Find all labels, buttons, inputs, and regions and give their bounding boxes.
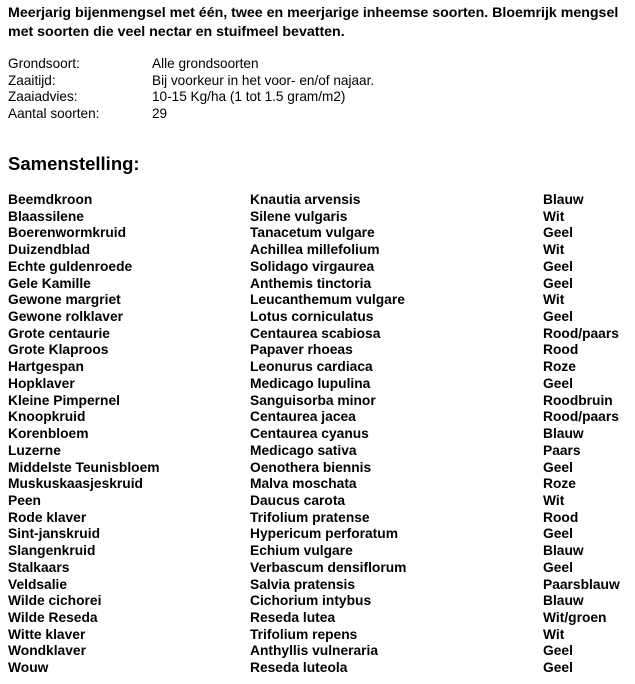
species-latin-name: Medicago lupulina: [250, 375, 371, 391]
species-flower-color: Wit: [543, 292, 565, 308]
species-latin-name: Leucanthemum vulgare: [250, 292, 405, 308]
species-common-name: Gewone margriet: [8, 292, 121, 308]
species-flower-color: Wit: [543, 208, 565, 224]
species-flower-color: Blauw: [543, 192, 584, 207]
info-label: Zaaitijd:: [8, 72, 56, 88]
species-flower-color: Wit: [543, 242, 565, 258]
species-latin-name: Salvia pratensis: [250, 576, 356, 592]
species-row: [8, 443, 633, 460]
species-latin-name: Anthyllis vulneraria: [250, 643, 379, 659]
species-flower-color: Rood: [543, 509, 579, 525]
species-common-name: Duizendblad: [8, 242, 91, 258]
species-latin-name: Malva moschata: [250, 476, 357, 492]
species-common-name: Slangenkruid: [8, 543, 96, 559]
species-latin-name: Verbascum densiflorum: [250, 559, 407, 575]
species-flower-color: Rood: [543, 342, 579, 358]
species-common-name: Grote Klaproos: [8, 342, 109, 358]
species-latin-name: Oenothera biennis: [250, 459, 372, 475]
species-row: [8, 543, 633, 560]
species-flower-color: Roodbruin: [543, 392, 613, 408]
species-latin-name: Silene vulgaris: [250, 208, 348, 224]
species-row: [8, 476, 633, 493]
species-flower-color: Geel: [543, 660, 573, 676]
species-row: [8, 192, 633, 209]
info-row-zaaitijd: [8, 73, 608, 90]
species-common-name: Wondklaver: [8, 643, 86, 659]
species-row: [8, 593, 633, 610]
species-flower-color: Wit/groen: [543, 609, 607, 625]
species-row: [8, 225, 633, 242]
species-common-name: Hartgespan: [8, 359, 84, 375]
info-row-zaaiadvies: [8, 89, 608, 106]
species-row: [8, 560, 633, 577]
species-flower-color: Paarsblauw: [543, 576, 620, 592]
info-label: Zaaiadvies:: [8, 89, 78, 104]
species-latin-name: Achillea millefolium: [250, 242, 380, 258]
species-latin-name: Tanacetum vulgare: [250, 225, 375, 241]
species-common-name: Middelste Teunisbloem: [8, 459, 160, 475]
species-latin-name: Medicago sativa: [250, 442, 357, 458]
species-row: [8, 292, 633, 309]
species-common-name: Sint-janskruid: [8, 526, 100, 542]
species-latin-name: Lotus corniculatus: [250, 309, 374, 325]
species-flower-color: Paars: [543, 442, 581, 458]
species-row: [8, 209, 633, 226]
species-row: [8, 342, 633, 359]
species-common-name: Boerenwormkruid: [8, 225, 127, 241]
species-common-name: Muskuskaasjeskruid: [8, 476, 143, 492]
species-flower-color: Geel: [543, 526, 573, 542]
species-flower-color: Blauw: [543, 593, 584, 609]
species-row: [8, 259, 633, 276]
species-common-name: Echte guldenroede: [8, 258, 133, 274]
species-common-name: Peen: [8, 492, 41, 508]
species-common-name: Gewone rolklaver: [8, 309, 124, 325]
species-row: [8, 326, 633, 343]
species-flower-color: Rood/paars: [543, 409, 619, 425]
product-info: [8, 56, 608, 122]
species-row: [8, 309, 633, 326]
info-value: 29: [152, 105, 168, 121]
species-common-name: Gele Kamille: [8, 275, 91, 291]
species-common-name: Stalkaars: [8, 559, 70, 575]
info-row-aantal-soorten: [8, 106, 608, 123]
species-row: [8, 359, 633, 376]
species-table: [8, 192, 633, 677]
species-common-name: Blaassilene: [8, 208, 84, 224]
species-latin-name: Centaurea cyanus: [250, 426, 369, 442]
species-latin-name: Leonurus cardiaca: [250, 359, 373, 375]
species-row: [8, 376, 633, 393]
species-flower-color: Geel: [543, 559, 573, 575]
species-row: [8, 409, 633, 426]
species-row: [8, 660, 633, 677]
species-latin-name: Centaurea scabiosa: [250, 325, 381, 341]
species-common-name: Beemdkroon: [8, 192, 93, 207]
species-row: [8, 276, 633, 293]
species-row: [8, 577, 633, 594]
species-latin-name: Hypericum perforatum: [250, 526, 398, 542]
species-common-name: Knoopkruid: [8, 409, 86, 425]
species-latin-name: Reseda luteola: [250, 660, 348, 676]
info-value: 10-15 Kg/ha (1 tot 1.5 gram/m2): [152, 89, 346, 104]
species-flower-color: Geel: [543, 459, 573, 475]
species-latin-name: Sanguisorba minor: [250, 392, 376, 408]
species-flower-color: Roze: [543, 359, 576, 375]
species-flower-color: Wit: [543, 626, 565, 642]
species-common-name: Rode klaver: [8, 509, 87, 525]
info-label: Grondsoort:: [8, 56, 80, 71]
species-common-name: Wilde Reseda: [8, 609, 98, 625]
species-flower-color: Wit: [543, 492, 565, 508]
species-latin-name: Daucus carota: [250, 492, 346, 508]
species-latin-name: Solidago virgaurea: [250, 258, 375, 274]
species-common-name: Witte klaver: [8, 626, 86, 642]
species-row: [8, 460, 633, 477]
species-latin-name: Anthemis tinctoria: [250, 275, 372, 291]
species-row: [8, 493, 633, 510]
species-latin-name: Knautia arvensis: [250, 192, 361, 207]
section-heading: Samenstelling:: [8, 153, 140, 174]
species-latin-name: Cichorium intybus: [250, 593, 372, 609]
species-latin-name: Trifolium repens: [250, 626, 358, 642]
info-value: Bij voorkeur in het voor- en/of najaar.: [152, 72, 375, 88]
species-flower-color: Blauw: [543, 543, 584, 559]
intro-text: Meerjarig bijenmengsel met één, twee en meerjarige inheemse soorten. Bloemrijk mengsel met soorten die veel nectar en stuifmeel bevatten.: [8, 5, 619, 40]
species-common-name: Kleine Pimpernel: [8, 392, 120, 408]
species-row: [8, 610, 633, 627]
species-row: [8, 526, 633, 543]
species-row: [8, 393, 633, 410]
species-common-name: Korenbloem: [8, 426, 89, 442]
info-label: Aantal soorten:: [8, 105, 100, 121]
species-latin-name: Reseda lutea: [250, 609, 336, 625]
species-flower-color: Geel: [543, 225, 573, 241]
info-value: Alle grondsoorten: [152, 56, 259, 71]
species-latin-name: Echium vulgare: [250, 543, 353, 559]
info-row-grondsoort: [8, 56, 608, 73]
species-latin-name: Papaver rhoeas: [250, 342, 353, 358]
species-common-name: Veldsalie: [8, 576, 68, 592]
species-common-name: Grote centaurie: [8, 325, 110, 341]
species-common-name: Luzerne: [8, 442, 61, 458]
species-row: [8, 643, 633, 660]
species-flower-color: Roze: [543, 476, 576, 492]
species-row: [8, 242, 633, 259]
species-common-name: Wouw: [8, 660, 49, 676]
species-flower-color: Geel: [543, 375, 573, 391]
species-flower-color: Geel: [543, 258, 573, 274]
species-row: [8, 627, 633, 644]
species-row: [8, 426, 633, 443]
species-row: [8, 510, 633, 527]
species-flower-color: Geel: [543, 275, 573, 291]
species-common-name: Hopklaver: [8, 375, 75, 391]
species-common-name: Wilde cichorei: [8, 593, 102, 609]
species-flower-color: Blauw: [543, 426, 584, 442]
species-latin-name: Trifolium pratense: [250, 509, 370, 525]
species-flower-color: Geel: [543, 309, 573, 325]
species-flower-color: Geel: [543, 643, 573, 659]
species-flower-color: Rood/paars: [543, 325, 619, 341]
species-latin-name: Centaurea jacea: [250, 409, 356, 425]
